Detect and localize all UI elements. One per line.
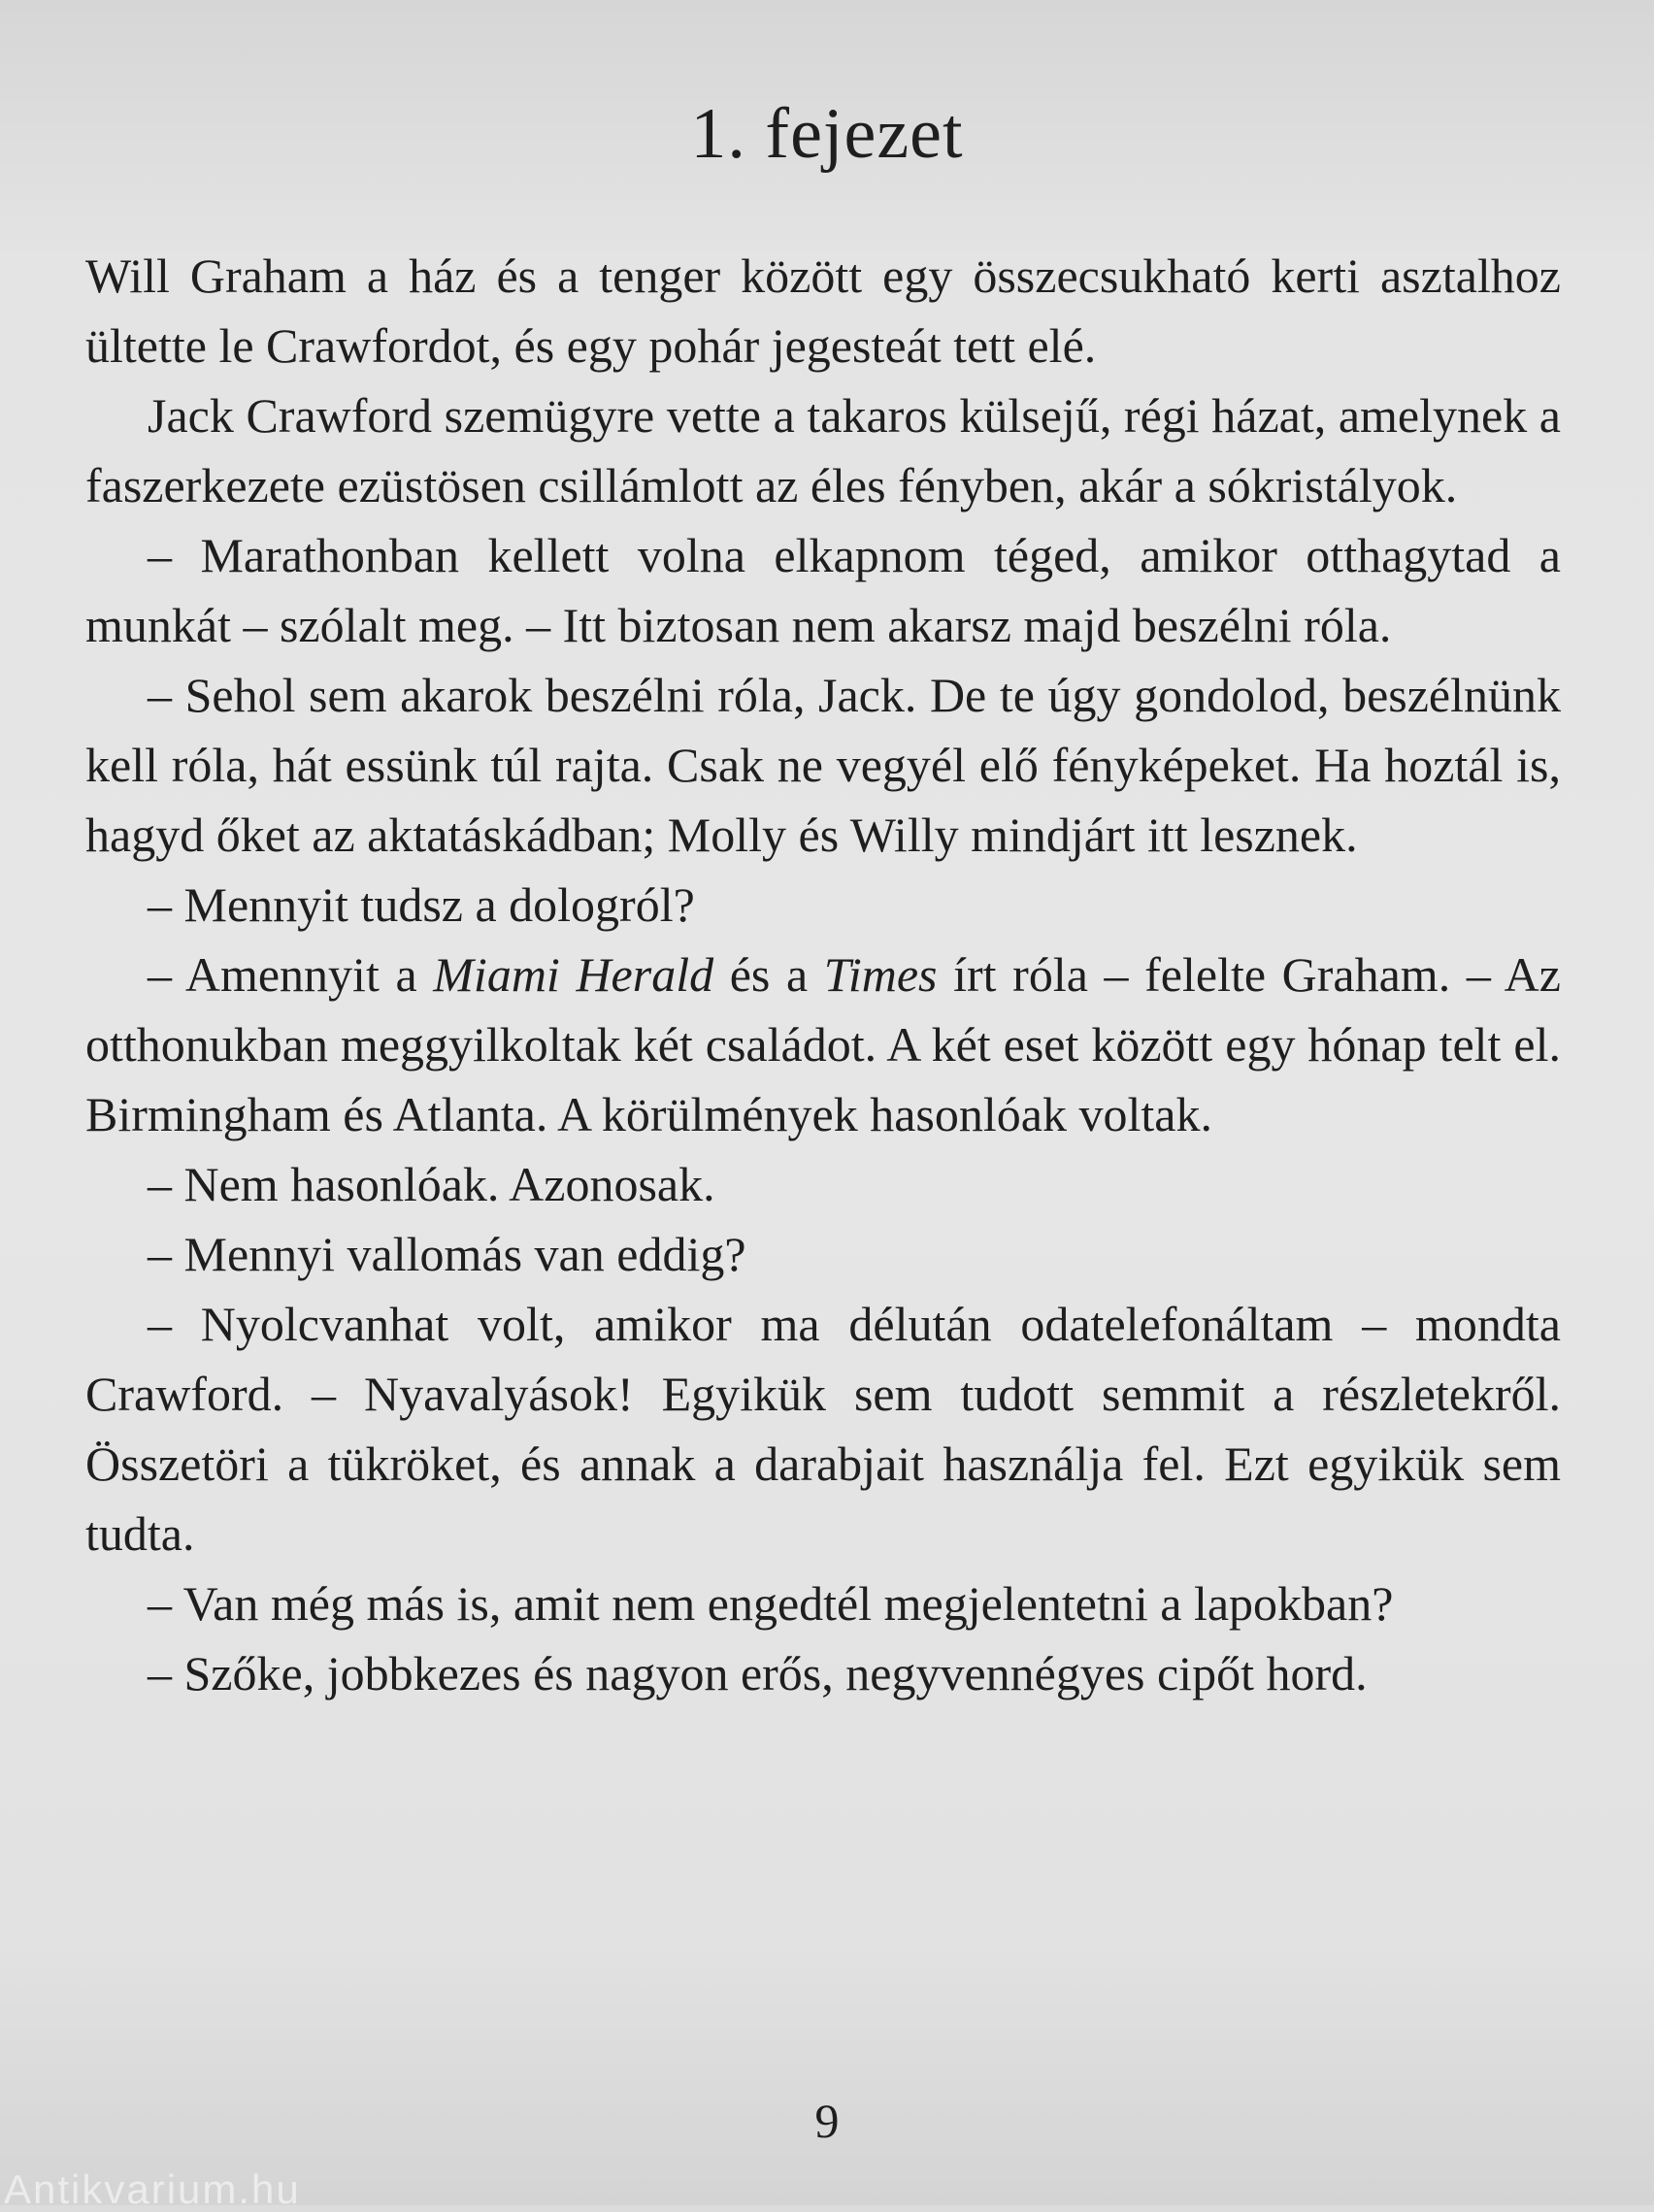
paragraph-4: – Sehol sem akarok beszélni róla, Jack. De te úgy gondolod, beszélnünk kell róla, hát essünk túl rajta. Csak ne vegyél elő fényképeket. Ha hoztál is, hagyd őket az aktatáskádban; Molly és Willy mindjárt itt lesznek. — [85, 668, 1561, 862]
paragraph-5: – Mennyit tudsz a dologról? — [148, 877, 695, 932]
paragraph-8: – Mennyi vallomás van eddig? — [148, 1227, 746, 1281]
newspaper-name-times: Times — [823, 947, 938, 1002]
paragraph-11: – Szőke, jobbkezes és nagyon erős, negyvennégyes cipőt hord. — [148, 1646, 1368, 1700]
paragraph-6-before: – Amennyit a — [148, 947, 434, 1002]
paragraph-6 — [85, 940, 1561, 1149]
paragraph-6-middle: és a — [713, 947, 824, 1002]
paragraph-3: – Marathonban kellett volna elkapnom téged, amikor otthagytad a munkát – szólalt meg. – Itt biztosan nem akarsz majd beszélni róla. — [85, 528, 1561, 652]
paragraph-1: Will Graham a ház és a tenger között egy összecsukható kerti asztalhoz ültette le Crawfordot, és egy pohár jegesteát tett elé. — [85, 248, 1561, 373]
watermark: Antikvarium.hu — [4, 2166, 301, 2212]
paragraph-2: Jack Crawford szemügyre vette a takaros külsejű, régi házat, amelynek a faszerkezete ezüstösen csillámlott az éles fényben, akár a sókristályok. — [85, 388, 1561, 512]
page-number: 9 — [814, 2094, 840, 2148]
paragraph-9: – Nyolcvanhat volt, amikor ma délután odatelefonáltam – mondta Crawford. – Nyavalyások! Egyikük sem tudott semmit a részletekről. Összetöri a tükröket, és annak a darabjait használja fel. Ezt egyikük sem tudta. — [85, 1297, 1561, 1561]
paragraph-7: – Nem hasonlóak. Azonosak. — [148, 1157, 715, 1211]
paragraph-6-after: írt róla – felelte Graham. – Az otthonukban meggyilkoltak két családot. A két eset között egy hónap telt el. Birmingham és Atlanta. A körülmények hasonlóak voltak. — [85, 947, 1561, 1141]
chapter-title: 1. fejezet — [690, 94, 964, 174]
body-text — [85, 241, 1561, 1708]
paragraph-10: – Van még más is, amit nem engedtél megjelentetni a lapokban? — [148, 1576, 1394, 1631]
newspaper-name-miami-herald: Miami Herald — [433, 947, 714, 1002]
